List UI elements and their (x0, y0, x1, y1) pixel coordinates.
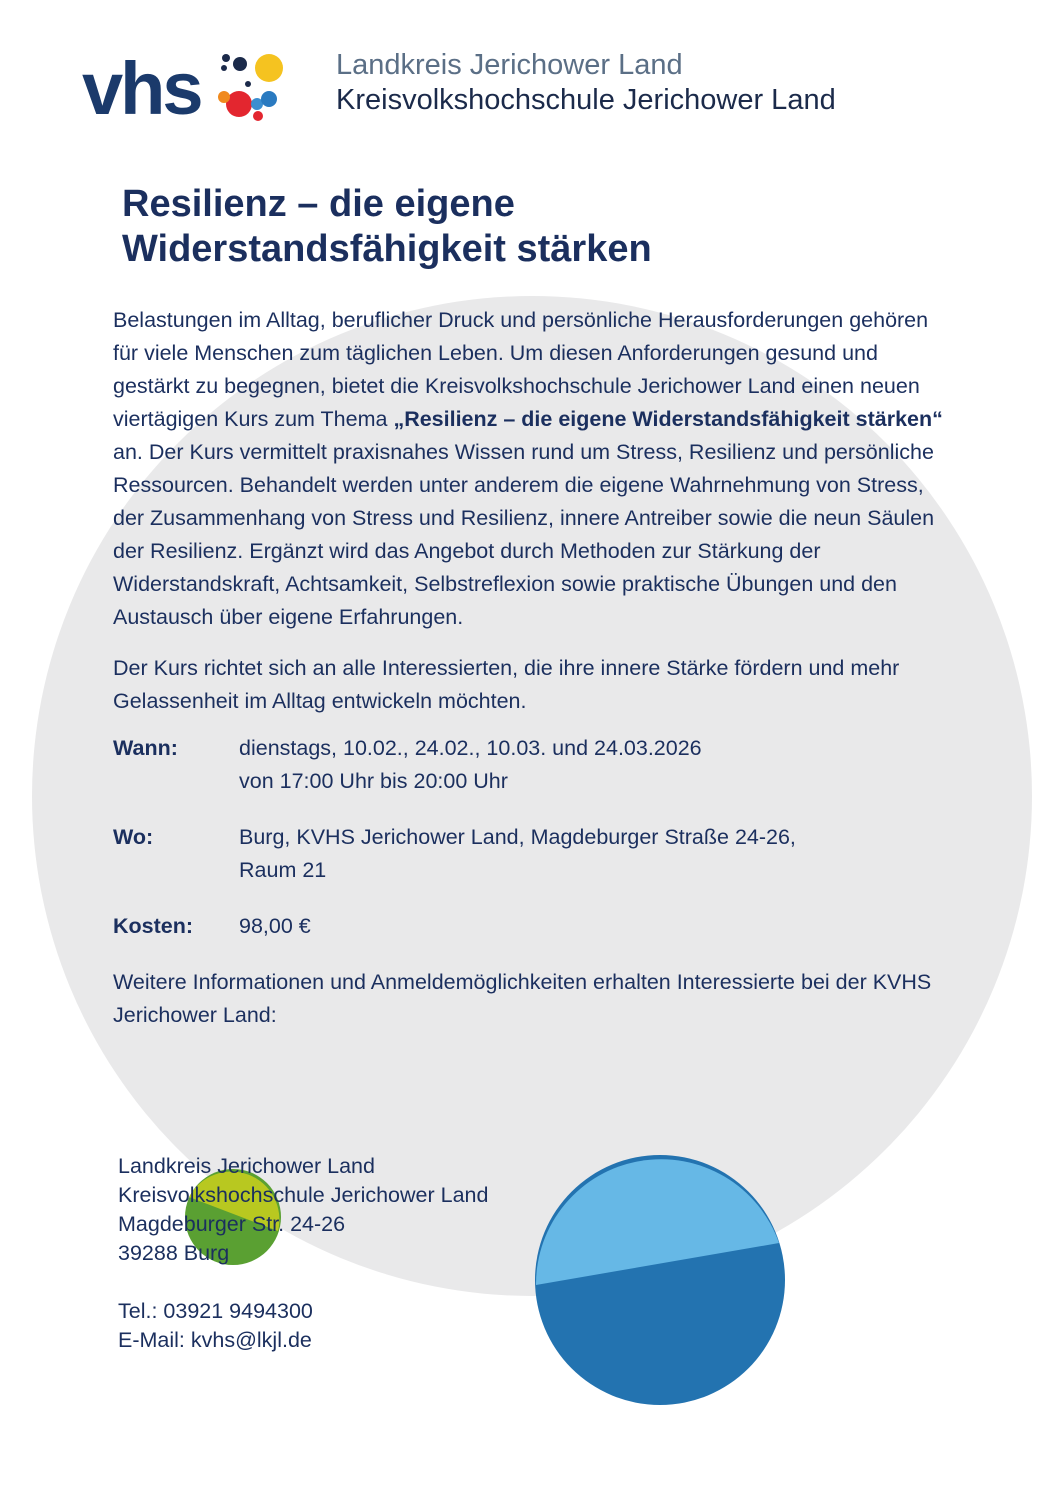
vhs-logo: vhs (82, 47, 201, 130)
org-district: Landkreis Jerichower Land (336, 49, 683, 81)
when-times: von 17:00 Uhr bis 20:00 Uhr (239, 769, 508, 793)
contact-district: Landkreis Jerichower Land (118, 1154, 375, 1178)
fact-when (113, 732, 953, 798)
contact-email[interactable]: E-Mail: kvhs@lkjl.de (118, 1328, 312, 1352)
intro-paragraph (113, 304, 953, 634)
contact-phone[interactable]: Tel.: 03921 9494300 (118, 1299, 313, 1323)
more-info-paragraph: Weitere Informationen und Anmeldemöglichkeiten erhalten Interessierte bei der KVHS Jerichower Land: (113, 970, 932, 1027)
cost-value: 98,00 € (239, 914, 311, 938)
vhs-logo-dots-icon (218, 54, 283, 121)
blue-circle-icon (535, 1155, 785, 1405)
cost-label: Kosten: (113, 914, 194, 938)
contact-block (118, 1152, 488, 1355)
fact-cost (113, 910, 953, 943)
intro-text-cont: an. Der Kurs vermittelt praxisnahes Wissen rund um Stress, Resilienz und persönliche Ressourcen. Behandelt werden unter anderem die eigene Wahrnehmung von Stress, der Zusammenhang von Stress und Resilienz, innere Antreiber sowie die neun Säulen der Resilienz. Ergänzt wird das Angebot durch Methoden zur Stärkung der Widerstandskraft, Achtsamkeit, Selbstreflexion sowie praktische Übungen und den Austausch über eigene Erfahrungen. (113, 440, 935, 629)
course-title-line1: Resilienz – die eigene (122, 183, 515, 225)
where-address: Burg, KVHS Jerichower Land, Magdeburger Straße 24-26, (239, 825, 796, 849)
course-description (113, 304, 953, 1032)
organization-header (336, 48, 836, 118)
course-facts (113, 732, 953, 943)
org-school: Kreisvolkshochschule Jerichower Land (336, 83, 836, 116)
fact-where (113, 821, 953, 887)
intro-course-name: „Resilienz – die eigene Widerstandsfähigkeit stärken“ (393, 407, 943, 431)
audience-paragraph: Der Kurs richtet sich an alle Interessierten, die ihre innere Stärke fördern und mehr Gelassenheit im Alltag entwickeln möchten. (113, 656, 900, 713)
when-value (239, 732, 953, 798)
contact-school: Kreisvolkshochschule Jerichower Land (118, 1183, 489, 1207)
course-title (122, 182, 922, 272)
contact-street: Magdeburger Str. 24-26 (118, 1212, 346, 1236)
intro-text: Belastungen im Alltag, beruflicher Druck und persönliche Herausforderungen gehören für viele Menschen zum täglichen Leben. Um diesen Anforderungen gesund und gestärkt zu begegnen, bietet die Kreisvolkshochschule Jerichower Land einen neuen viertägigen Kurs zum Thema (113, 308, 929, 431)
when-dates: dienstags, 10.02., 24.02., 10.03. und 24.03.2026 (239, 736, 702, 760)
where-label: Wo: (113, 825, 154, 849)
where-value (239, 821, 953, 887)
where-room: Raum 21 (239, 858, 327, 882)
contact-city: 39288 Burg (118, 1241, 230, 1265)
when-label: Wann: (113, 736, 178, 760)
course-title-line2: Widerstandsfähigkeit stärken (122, 228, 652, 270)
